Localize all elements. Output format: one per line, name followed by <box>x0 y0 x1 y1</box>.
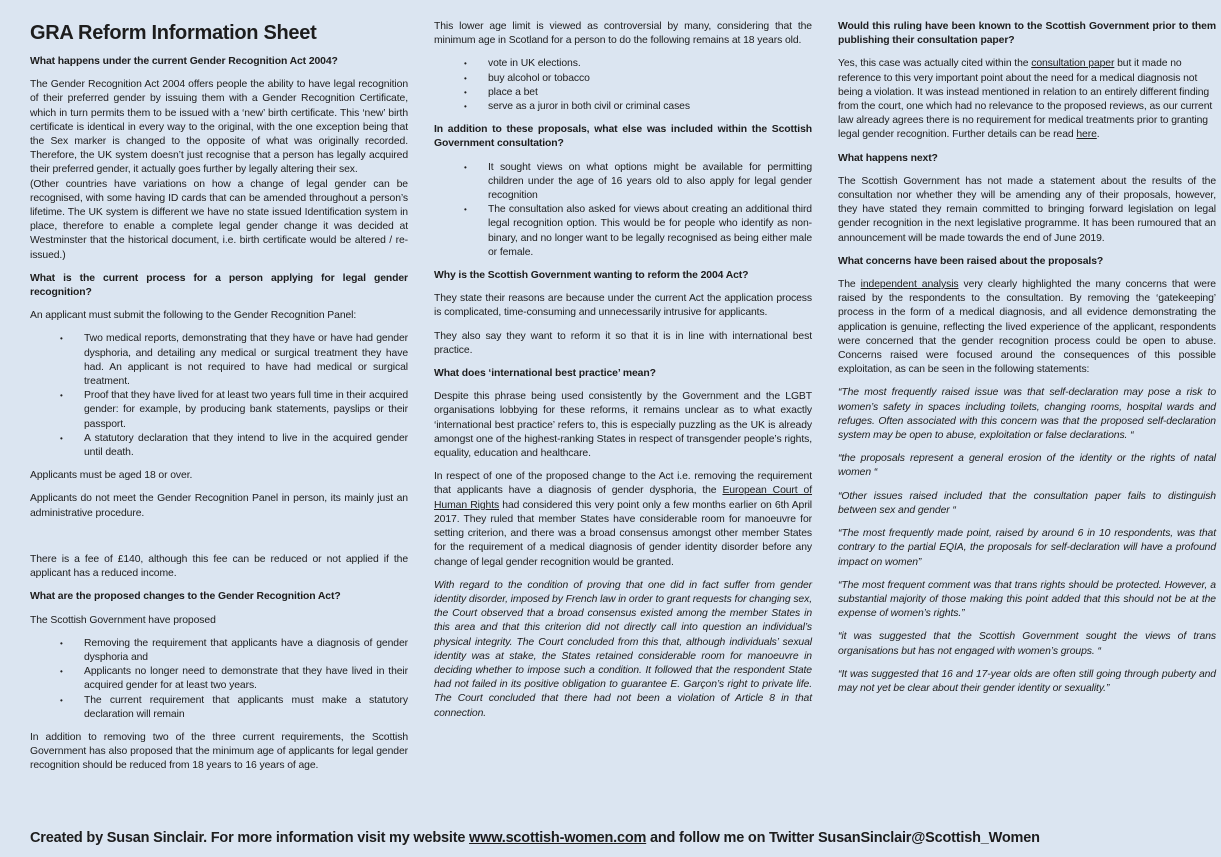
text-run: The current requirement that applicants must make a statutory declaration will remain <box>84 694 408 720</box>
paragraph <box>434 20 812 48</box>
footer-text-prefix: Created by Susan Sinclair. For more information visit my website <box>30 830 470 846</box>
text-run: A statutory declaration that they intend to live in the acquired gender until death. <box>84 432 408 459</box>
column-1 <box>30 20 408 774</box>
text-run: Yes, this case was actually cited within the <box>838 58 1032 70</box>
text-run: What does ‘international best practice’ mean? <box>434 368 656 380</box>
section-heading <box>434 269 812 283</box>
text-run: What is the current process for a person applying for legal gender recognition? <box>30 272 408 299</box>
text-run: An applicant must submit the following to the Gender Recognition Panel: <box>30 310 357 322</box>
paragraph <box>30 309 408 323</box>
paragraph <box>30 178 408 263</box>
text-run: Despite this phrase being used consistently by the Government and the LGBT organisations lobbying for these reforms, it remains unclear as to what exactly ‘international best practice’ refers to, this is especially puzzling as the UK is already amongst one of the highest-ranking States in respect of transgender people’s rights, equality, education and healthcare. <box>434 391 812 460</box>
paragraph <box>30 492 408 520</box>
text-run: The Scottish Government has not made a statement about the results of the consultation nor whether they will be amending any of their proposals, however, they have stated they remain committed to bringing forward legislation on legal gender recognition in the next legislative programme. It has been rumoured that an announcement will be made towards the end of June 2019. <box>838 175 1216 244</box>
text-run: “The most frequent comment was that trans rights should be protected. However, a substantial majority of those making this point added that this should not be at the expense of women’s rights.” <box>838 579 1216 620</box>
paragraph <box>434 470 812 569</box>
text-run: There is a fee of £140, although this fee can be reduced or not applied if the applicant has a reduced income. <box>30 553 408 580</box>
paragraph <box>434 292 812 320</box>
bullet-item <box>30 694 408 722</box>
quote-paragraph <box>434 579 812 721</box>
bullet-icon: • <box>464 205 467 215</box>
bullet-list <box>30 637 408 722</box>
paragraph <box>30 553 408 581</box>
echr-link[interactable]: European Court of Human Rights <box>434 485 813 511</box>
independent-analysis-link[interactable]: independent analysis <box>860 279 959 291</box>
bullet-item <box>30 332 408 389</box>
paragraph <box>838 278 1216 377</box>
paragraph <box>30 78 408 177</box>
bullet-list <box>434 161 812 260</box>
quote-paragraph <box>838 386 1216 443</box>
text-run: Why is the Scottish Government wanting to reform the 2004 Act? <box>434 270 749 282</box>
website-link[interactable]: www.scottish-women.com <box>469 830 647 846</box>
section-heading <box>30 590 408 604</box>
consultation-paper-link[interactable]: consultation paper <box>1031 58 1115 70</box>
text-run: What concerns have been raised about the proposals? <box>838 255 1104 267</box>
section-heading <box>30 55 408 69</box>
text-run: “it was suggested that the Scottish Government sought the views of trans organisations but has not engaged with women’s groups. “ <box>838 631 1216 657</box>
bullet-item <box>30 432 408 460</box>
bullet-icon: • <box>60 334 63 344</box>
text-run: In respect of one of the proposed change to the Act i.e. removing the requirement that applicants have a diagnosis of gender dysphoria, the <box>434 471 812 497</box>
text-run: “It was suggested that 16 and 17-year olds are often still going through puberty and may not yet be clear about their gender identity or sexuality.” <box>838 668 1216 694</box>
text-run: They also say they want to reform it so that it is in line with international best practice. <box>434 330 812 356</box>
bullet-list <box>30 332 408 460</box>
bullet-icon: • <box>464 102 467 112</box>
text-run: buy alcohol or tobacco <box>488 72 590 84</box>
text-run: “the proposals represent a general erosion of the identity or the rights of natal women “ <box>838 453 1216 479</box>
bullet-icon: • <box>60 667 63 677</box>
paragraph <box>30 469 408 483</box>
text-run: very clearly highlighted the many concerns that were raised by the respondents to the consultation. By removing the ‘gatekeeping’ process in the form of a medical diagnosis, and all evidence demonstrating the application is genuine, reflecting the lived experience of the applicant, respondents were concerned that the gender recognition process could be open to abuse. Concerns raised were focused around the consequences of this possible exploitation, as can be seen in the following statements: <box>838 279 1216 376</box>
bullet-text <box>84 694 408 722</box>
text-run: Applicants no longer need to demonstrate that they have lived in their acquired gender for at least two years. <box>84 666 408 692</box>
footer-text-suffix: and follow me on Twitter SusanSinclair@Scottish_Women <box>646 830 1040 846</box>
bullet-list <box>434 57 812 114</box>
bullet-item <box>434 57 812 71</box>
bullet-icon: • <box>60 391 63 401</box>
bullet-text <box>488 57 812 71</box>
text-run: Removing the requirement that applicants have a diagnosis of gender dysphoria and <box>84 637 408 663</box>
paragraph <box>838 57 1216 142</box>
bullet-icon: • <box>464 87 467 97</box>
text-run: (Other countries have variations on how a change of legal gender can be recognised, with some having ID cards that can be amended throughout a person’s lifetime. The UK system is different we have no state issued Identification system in place, therefore to enable a complete legal gender change it was decided at Westminster that the historical document, i.e. birth certificate would be altered / re-issued.) <box>30 178 408 261</box>
text-run: Would this ruling have been known to the Scottish Government prior to them publishing their consultation paper? <box>838 21 1216 47</box>
bullet-item <box>434 161 812 204</box>
text-run: What are the proposed changes to the Gender Recognition Act? <box>30 591 341 603</box>
bullet-item <box>434 100 812 114</box>
quote-paragraph <box>838 490 1216 518</box>
text-run: Applicants do not meet the Gender Recognition Panel in person, its mainly just an administrative procedure. <box>30 493 408 519</box>
bullet-icon: • <box>60 433 63 443</box>
bullet-item <box>30 389 408 432</box>
page-title: GRA Reform Information Sheet <box>30 22 317 44</box>
bullet-item <box>434 86 812 100</box>
quote-paragraph <box>838 668 1216 696</box>
text-run: serve as a juror in both civil or criminal cases <box>488 101 690 113</box>
section-heading <box>30 272 408 300</box>
text-run: In addition to these proposals, what else was included within the Scottish Government consultation? <box>434 124 812 150</box>
paragraph <box>30 731 408 774</box>
text-run: . <box>1096 129 1100 141</box>
bullet-icon: • <box>60 695 63 705</box>
quote-paragraph <box>838 527 1216 570</box>
paragraph <box>838 175 1216 246</box>
bullet-text <box>488 86 812 100</box>
text-run: They state their reasons are because under the current Act the application process is complicated, time-consuming and unnecessarily intrusive for applicants. <box>434 293 812 319</box>
text-run: Applicants must be aged 18 or over. <box>30 470 193 482</box>
text-run: What happens next? <box>838 152 938 164</box>
text-run: The Scottish Government have proposed <box>30 614 216 626</box>
text-run: “The most frequently raised issue was that self-declaration may pose a risk to women’s safety in spaces including toilets, changing rooms, hospital wards and refuges. Often associated with this concern was that the proposed self-declaration system may be open to abuse, exploitation or false declarations. “ <box>838 387 1216 442</box>
text-run: With regard to the condition of proving that one did in fact suffer from gender identity disorder, imposed by French law in order to grant requests for changing sex, the Court observed that a broad consensus existed among the member States in this area and that this criterion did not directly call into question an individual’s physical integrity. The Court concluded from this that, although individuals’ sexual identity was at stake, the States retained considerable room for manoeuvre in deciding whether to impose such a condition. It followed that the respondent State had not failed in its positive obligation to guarantee E. Garçon’s right to private life. The Court concluded that there had not been a violation of Article 8 in that connection. <box>434 579 812 719</box>
column-3 <box>838 20 1216 696</box>
quote-paragraph <box>838 579 1216 622</box>
paragraph <box>434 390 812 461</box>
section-heading <box>838 20 1216 48</box>
text-run: What happens under the current Gender Recognition Act 2004? <box>30 56 338 67</box>
text-run: “Other issues raised included that the consultation paper fails to distinguish between sex and gender “ <box>838 490 1216 516</box>
text-run: place a bet <box>488 86 538 98</box>
bullet-text <box>84 389 408 432</box>
paragraph <box>434 330 812 358</box>
text-run: The consultation also asked for views about creating an additional third legal recognition option. This would be for people who identify as non-binary, and no longer want to be legally recognised as being either male or female. <box>488 204 812 258</box>
bullet-text <box>488 100 812 114</box>
quote-paragraph <box>838 630 1216 658</box>
here-link[interactable]: here <box>1076 129 1097 141</box>
column-2 <box>434 20 812 721</box>
bullet-icon: • <box>464 162 467 172</box>
bullet-icon: • <box>464 59 467 69</box>
bullet-text <box>488 72 812 86</box>
text-run: “The most frequently made point, raised by around 6 in 10 respondents, was that contrary to the partial EQIA, the proposals for self-declaration will have a profound impact on women” <box>838 528 1216 568</box>
bullet-item <box>434 72 812 86</box>
paragraph <box>30 614 408 628</box>
quote-paragraph <box>838 452 1216 480</box>
bullet-icon: • <box>60 638 63 648</box>
section-heading <box>434 367 812 381</box>
bullet-text <box>84 332 408 389</box>
bullet-text <box>488 161 812 204</box>
text-run: but it made no reference to this very important point about the need for a medical diagnosis not being a violation. It was instead mentioned in relation to an entirely different finding from the court, one which had no relevance to the proposed reviews, as our current law already agrees there is no requirement for medical treatments prior to granting legal gender recognition. Further details can be read <box>838 58 1213 141</box>
text-run: Proof that they have lived for at least two years full time in their acquired gender: for example, by producing bank statements, payslips or their passport. <box>84 390 408 430</box>
text-run: had considered this very point only a few months earlier on 6th April 2017. They ruled that member States have considerable room for manoeuvre for setting criterion, and there was a broad consensus amongst other member States for the requirement of a medical diagnosis of gender identity disorder before any change of legal gender recognition would be granted. <box>434 499 812 568</box>
text-run: The Gender Recognition Act 2004 offers people the ability to have legal recognition of their preferred gender by issuing them with a Gender Recognition Certificate, which in turn permits them to be issued with a ‘new’ birth certificate. This ‘new’ birth certificate is identical in every way to the original, with the one exception being that the Sex marker is changed to the opposite of what was originally recorded. Therefore, the UK system doesn’t just recognise that a person has legally acquired their preferred gender, it actually goes further by legally altering their sex. <box>30 79 408 176</box>
text-run: The <box>838 279 861 291</box>
text-run: This lower age limit is viewed as controversial by many, considering that the minimum age in Scotland for a person to do the following remains at 18 years old. <box>434 21 812 47</box>
bullet-icon: • <box>464 73 467 83</box>
bullet-item <box>30 637 408 665</box>
footer-credit <box>30 830 1191 846</box>
bullet-text <box>488 203 812 260</box>
bullet-text <box>84 665 408 693</box>
section-heading <box>838 152 1216 166</box>
bullet-text <box>84 637 408 665</box>
bullet-text <box>84 432 408 460</box>
bullet-item <box>30 665 408 693</box>
section-heading <box>838 255 1216 269</box>
text-run: It sought views on what options might be available for permitting children under the age of 16 years old to also apply for legal gender recognition <box>488 161 812 202</box>
section-heading <box>434 123 812 151</box>
bullet-item <box>434 203 812 260</box>
text-run: In addition to removing two of the three current requirements, the Scottish Government has also proposed that the minimum age of applicants for legal gender recognition should be reduced from 18 years to 16 years of age. <box>30 731 408 772</box>
text-run: Two medical reports, demonstrating that they have or have had gender dysphoria, and detailing any medical or surgical treatment they have had. An applicant is not required to have had medical or surgical treatment. <box>84 333 408 388</box>
text-run: vote in UK elections. <box>488 58 581 70</box>
